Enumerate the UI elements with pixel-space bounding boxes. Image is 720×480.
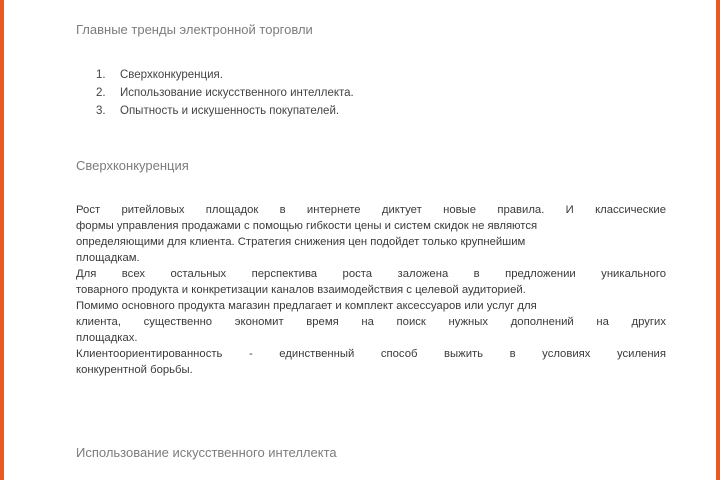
toc-item-number: 1. (96, 69, 106, 81)
table-of-contents (96, 66, 354, 120)
section-heading-hypercompetition: Сверхконкуренция (76, 158, 189, 173)
toc-item-number: 3. (96, 105, 106, 117)
toc-item-label: Сверхконкуренция. (120, 69, 223, 81)
toc-item-label: Использование искусственного интеллекта. (120, 87, 354, 99)
toc-item (96, 66, 354, 84)
paragraph-line: площадкам. (76, 252, 140, 264)
section-body-hypercompetition (76, 202, 666, 378)
paragraph-line: Рост ритейловых площадок в интернете диктует новые правила. И классические (76, 204, 666, 216)
section-heading-ai: Использование искусственного интеллекта (76, 445, 337, 460)
toc-item (96, 102, 354, 120)
paragraph-line: Для всех остальных перспектива роста заложена в предложении уникального (76, 268, 666, 280)
paragraph-line: клиента, существенно экономит время на поиск нужных дополнений на других (76, 316, 666, 328)
document-title: Главные тренды электронной торговли (76, 22, 313, 37)
toc-item-number: 2. (96, 87, 106, 99)
toc-item-label: Опытность и искушенность покупателей. (120, 105, 340, 117)
paragraph-line: площадках. (76, 332, 138, 344)
paragraph-line: товарного продукта и конкретизации каналов взаимодействия с целевой аудиторией. (76, 284, 526, 296)
document-page (72, 0, 672, 480)
toc-item (96, 84, 354, 102)
paragraph-line: формы управления продажами с помощью гибкости цены и систем скидок не являются (76, 220, 538, 232)
paragraph-line: конкурентной борьбы. (76, 364, 193, 376)
paragraph-line: Клиентоориентированность - единственный способ выжить в условиях усиления (76, 348, 666, 360)
paragraph-line: Помимо основного продукта магазин предлагает и комплект аксессуаров или услуг для (76, 300, 537, 312)
paragraph-line: определяющими для клиента. Стратегия снижения цен подойдет только крупнейшим (76, 236, 526, 248)
